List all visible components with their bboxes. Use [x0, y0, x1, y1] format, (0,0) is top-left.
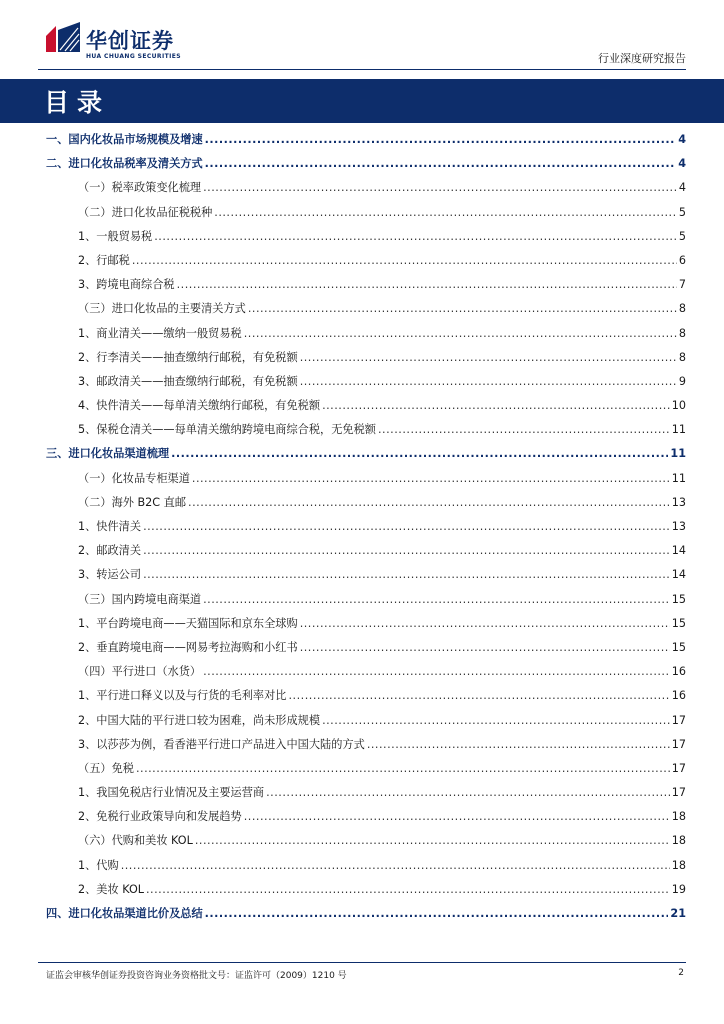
toc-entry-label: 2、美妆 KOL	[78, 882, 144, 896]
toc-entry-page: 5	[678, 205, 686, 219]
toc-entry-label: 1、我国免税店行业情况及主要运营商	[78, 786, 265, 800]
toc-leader-dots	[192, 472, 670, 485]
toc-entry[interactable]	[46, 687, 686, 711]
toc-leader-dots	[300, 641, 670, 654]
toc-entry-label: 1、代购	[78, 858, 119, 872]
toc-entry-label: 1、平台跨境电商——天猫国际和京东全球购	[78, 616, 298, 630]
toc-entry[interactable]	[46, 760, 686, 784]
toc-entry-page: 15	[671, 616, 686, 630]
page-header	[0, 0, 724, 80]
toc-entry[interactable]	[46, 494, 686, 518]
toc-entry[interactable]	[46, 566, 686, 590]
toc-entry-page: 17	[671, 737, 686, 751]
toc-entry[interactable]	[46, 397, 686, 421]
table-of-contents	[46, 131, 686, 929]
toc-entry-label: （六）代购和美妆 KOL	[78, 834, 193, 848]
toc-entry[interactable]	[46, 857, 686, 881]
page-title: 目录	[44, 88, 111, 117]
toc-entry[interactable]	[46, 300, 686, 324]
toc-entry-page: 13	[671, 520, 686, 533]
toc-entry-page: 8	[678, 302, 686, 316]
logo-chinese-name: 华创证券	[86, 29, 174, 53]
toc-leader-dots	[300, 375, 677, 388]
footer-divider	[38, 962, 686, 963]
toc-entry[interactable]	[46, 373, 686, 397]
toc-entry-label: 1、快件清关	[78, 520, 142, 533]
toc-entry[interactable]	[46, 832, 686, 856]
toc-entry[interactable]	[46, 736, 686, 760]
toc-leader-dots	[177, 278, 677, 291]
toc-entry-page: 11	[670, 447, 686, 461]
toc-leader-dots	[266, 786, 670, 799]
toc-entry-label: （二）进口化妆品征税税种	[78, 205, 213, 219]
toc-leader-dots	[300, 617, 670, 630]
toc-entry[interactable]	[46, 663, 686, 687]
toc-leader-dots	[378, 423, 670, 436]
toc-leader-dots	[205, 133, 677, 146]
toc-entry-page: 19	[671, 882, 686, 896]
toc-entry[interactable]	[46, 881, 686, 905]
toc-leader-dots	[143, 520, 670, 533]
toc-entry-page: 4	[678, 181, 686, 195]
toc-leader-dots	[171, 447, 668, 460]
toc-entry-page: 11	[671, 423, 686, 437]
toc-leader-dots	[205, 157, 677, 170]
toc-entry-label: 2、垂直跨境电商——网易考拉海购和小红书	[78, 640, 298, 654]
toc-entry-page: 14	[671, 568, 686, 582]
toc-entry-page: 6	[678, 253, 686, 267]
toc-entry-label: 二、进口化妆品税率及清关方式	[46, 157, 203, 171]
report-type-label: 行业深度研究报告	[598, 52, 686, 65]
toc-leader-dots	[203, 181, 677, 194]
toc-entry-label: （四）平行进口（水货）	[78, 665, 202, 679]
toc-entry-page: 8	[678, 350, 686, 364]
toc-entry-page: 21	[670, 907, 686, 920]
toc-entry-page: 11	[671, 471, 686, 485]
toc-entry-label: （二）海外 B2C 直邮	[78, 495, 187, 509]
toc-leader-dots	[322, 714, 670, 727]
toc-entry-page: 5	[678, 229, 686, 243]
toc-entry[interactable]	[46, 445, 686, 469]
toc-entry-label: （三）进口化妆品的主要清关方式	[78, 302, 246, 316]
toc-leader-dots	[143, 544, 670, 557]
toc-entry-page: 18	[671, 810, 686, 824]
toc-entry-page: 16	[671, 665, 686, 679]
toc-entry-label: 2、中国大陆的平行进口较为困难，尚未形成规模	[78, 713, 321, 727]
toc-entry-page: 13	[671, 495, 686, 509]
toc-leader-dots	[248, 302, 677, 315]
toc-leader-dots	[154, 230, 677, 243]
toc-leader-dots	[146, 883, 670, 896]
toc-entry-label: 3、跨境电商综合税	[78, 278, 175, 292]
toc-entry-page: 18	[671, 858, 686, 872]
toc-leader-dots	[205, 907, 669, 920]
toc-entry-page: 15	[671, 592, 686, 606]
toc-entry[interactable]	[46, 276, 686, 300]
toc-entry[interactable]	[46, 421, 686, 445]
toc-entry[interactable]	[46, 784, 686, 808]
toc-entry-page: 4	[678, 133, 686, 146]
toc-entry-label: 2、邮政清关	[78, 544, 142, 558]
toc-entry-label: 三、进口化妆品渠道梳理	[46, 447, 170, 461]
toc-entry-label: 一、国内化妆品市场规模及增速	[46, 133, 203, 146]
toc-entry-label: 1、商业清关——缴纳一般贸易税	[78, 326, 242, 340]
toc-entry[interactable]	[46, 325, 686, 349]
toc-entry-page: 16	[671, 689, 686, 703]
toc-entry[interactable]	[46, 179, 686, 203]
toc-entry-label: 5、保税仓清关——每单清关缴纳跨境电商综合税，无免税额	[78, 423, 376, 437]
toc-entry[interactable]	[46, 615, 686, 639]
toc-entry[interactable]	[46, 639, 686, 663]
toc-entry[interactable]	[46, 252, 686, 276]
toc-entry-label: 1、一般贸易税	[78, 229, 153, 243]
toc-entry-page: 17	[671, 713, 686, 727]
toc-leader-dots	[136, 762, 670, 775]
toc-entry[interactable]	[46, 204, 686, 228]
toc-entry[interactable]	[46, 228, 686, 252]
toc-entry-label: （一）税率政策变化梳理	[78, 181, 202, 195]
toc-leader-dots	[300, 351, 677, 364]
toc-entry[interactable]	[46, 905, 686, 929]
toc-entry[interactable]	[46, 808, 686, 832]
toc-entry-label: 4、快件清关——每单清关缴纳行邮税，有免税额	[78, 399, 321, 413]
page-number: 2	[678, 968, 684, 978]
toc-leader-dots	[143, 568, 670, 581]
toc-entry-page: 17	[671, 786, 686, 800]
toc-leader-dots	[367, 738, 670, 751]
toc-entry[interactable]	[46, 470, 686, 494]
toc-entry-page: 18	[671, 834, 686, 848]
toc-leader-dots	[121, 859, 670, 872]
toc-entry[interactable]	[46, 518, 686, 542]
toc-leader-dots	[244, 327, 677, 340]
toc-entry-label: 四、进口化妆品渠道比价及总结	[46, 907, 203, 920]
toc-leader-dots	[203, 665, 670, 678]
toc-leader-dots	[188, 496, 670, 509]
toc-entry[interactable]	[46, 155, 686, 179]
toc-leader-dots	[322, 399, 670, 412]
logo-english-name: HUA CHUANG SECURITIES	[86, 53, 181, 60]
header-divider	[38, 69, 686, 70]
toc-entry-page: 8	[678, 326, 686, 340]
toc-entry-label: （一）化妆品专柜渠道	[78, 471, 190, 485]
toc-entry[interactable]	[46, 591, 686, 615]
toc-entry-page: 10	[671, 399, 686, 413]
toc-entry-page: 14	[671, 544, 686, 558]
toc-entry-label: 3、转运公司	[78, 568, 142, 582]
toc-entry-page: 4	[678, 157, 686, 171]
toc-leader-dots	[244, 810, 670, 823]
toc-entry[interactable]	[46, 131, 686, 155]
toc-entry-label: 3、邮政清关——抽查缴纳行邮税，有免税额	[78, 374, 298, 388]
toc-leader-dots	[214, 206, 677, 219]
toc-entry[interactable]	[46, 349, 686, 373]
toc-entry[interactable]	[46, 712, 686, 736]
toc-entry-page: 15	[671, 640, 686, 654]
toc-entry[interactable]	[46, 542, 686, 566]
toc-leader-dots	[132, 254, 677, 267]
toc-entry-label: 1、平行进口释义以及与行货的毛利率对比	[78, 689, 287, 703]
toc-leader-dots	[289, 689, 670, 702]
toc-entry-label: 2、行邮税	[78, 253, 130, 267]
toc-leader-dots	[195, 834, 670, 847]
toc-leader-dots	[203, 593, 670, 606]
toc-entry-page: 9	[678, 374, 686, 388]
toc-entry-label: （三）国内跨境电商渠道	[78, 592, 202, 606]
company-logo-icon	[46, 22, 80, 56]
toc-entry-page: 17	[671, 761, 686, 775]
toc-entry-page: 7	[678, 278, 686, 292]
footer-disclaimer: 证监会审核华创证券投资咨询业务资格批文号：证监许可（2009）1210 号	[46, 971, 347, 981]
toc-entry-label: 3、以莎莎为例，看香港平行进口产品进入中国大陆的方式	[78, 737, 365, 751]
toc-entry-label: （五）免税	[78, 761, 134, 775]
toc-entry-label: 2、免税行业政策导向和发展趋势	[78, 810, 242, 824]
toc-entry-label: 2、行李清关——抽查缴纳行邮税，有免税额	[78, 350, 298, 364]
